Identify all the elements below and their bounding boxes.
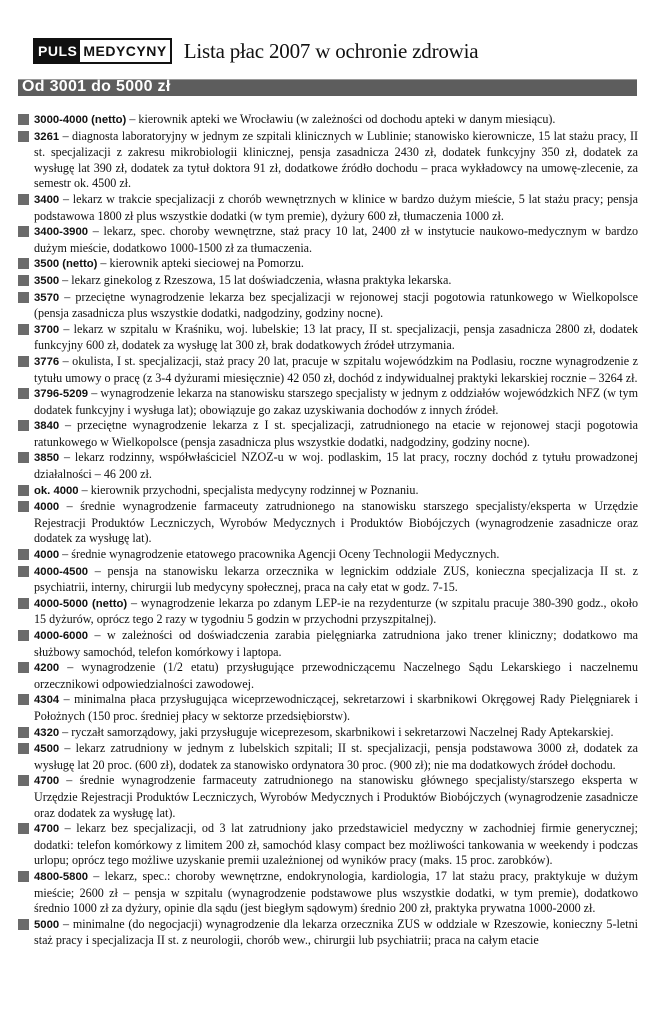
entry-description: – lekarz, spec.: choroby wewnętrzne, endokrynologia, kardiologia, 17 lat stażu pracy, praktykuje w dużym mieście; 2600 zł – pensja w szpitalu (wynagrodzenie podstawowe plus wszystkie dodatki, w tym premie), dodatkowo średnio 1000 zł za dyżury, opinie dla sądu (jest biegłym sądowym) średnio 200 zł, praktyka prywatna 1000-2000 zł. <box>34 868 638 916</box>
entry-amount: 3500 <box>34 274 60 287</box>
square-bullet-icon <box>18 919 29 930</box>
salary-entry <box>18 112 638 129</box>
square-bullet-icon <box>18 275 29 286</box>
entry-amount: 4500 <box>34 743 60 756</box>
entry-amount: ok. 4000 <box>34 484 79 497</box>
entry-amount: 4304 <box>34 694 60 707</box>
entry-description: – minimalna płaca przysługująca wiceprzewodniczącej, sekretarzowi i skarbnikowi Okręgowej Rady Pielęgniarek i Położnych (150 proc. średniej płacy w sektorze przedsiębiorstw). <box>34 692 638 723</box>
entry-description: – minimalne (do negocjacji) wynagrodzenie dla lekarza orzecznika ZUS w oddziale w Rzeszowie, konieczny 5-letni staż pracy i specjalizacja II st. z neurologii, chorób wew., chirurgii lub psychiatrii; praca na całym etacie <box>34 916 638 948</box>
section-title: Od 3001 do 5000 zł <box>22 78 171 95</box>
square-bullet-icon <box>18 871 29 882</box>
square-bullet-icon <box>18 226 29 237</box>
entry-description: – diagnosta laboratoryjny w jednym ze szpitali klinicznych w Lublinie; stanowisko kierownicze, 15 lat stażu pracy, II st. specjalizacji z zakresu mikrobiologii klinicznej, pensja zasadnicza 2430 zł, dodatek funkcyjny 350 zł, dodatek za wysługę lat 390 zł, dodatek za tytuł doktora 91 zł, dodatkowe źródło dochodu – praca wykładowcy na umowę-zlecenie, za semestr ok. 4500 zł. <box>34 128 638 191</box>
salary-entry <box>18 418 638 450</box>
entry-amount: 4000-4500 <box>34 565 89 578</box>
entry-amount: 4000 <box>34 549 60 562</box>
square-bullet-icon <box>18 452 29 463</box>
square-bullet-icon <box>18 823 29 834</box>
entry-description: – kierownik przychodni, specjalista medycyny rodzinnej w Poznaniu. <box>78 482 419 497</box>
square-bullet-icon <box>18 694 29 705</box>
entry-description: – okulista, I st. specjalizacji, staż pracy 20 lat, pracuje w szpitalu wojewódzkim na Podlasiu, roczne wynagrodzenie z tytułu umowy o pracę (z 3-4 dyżurami miesięcznie) 42 050 zł, dochód z indywidualnej praktyki lekarskiej rocznie – 3264 zł. <box>34 353 638 385</box>
salary-entry <box>18 483 638 500</box>
salary-entry <box>18 564 638 596</box>
salary-entry <box>18 450 638 482</box>
salary-entry <box>18 354 638 386</box>
square-bullet-icon <box>18 549 29 560</box>
entry-description: – przeciętne wynagrodzenie lekarza z I st. specjalizacji, zatrudnionego na etacie w rejonowej stacji pogotowia ratunkowego w Wielkopolsce (pensja zasadnicza plus wszystkie dodatki, nadgodziny, godziny nocne). <box>34 418 638 449</box>
entry-description: – lekarz rodzinny, współwłaściciel NZOZ-u w woj. podlaskim, 15 lat pracy, roczny dochód z tytułu prowadzonej działalności – 46 200 zł. <box>34 450 638 482</box>
entry-description: – kierownik apteki sieciowej na Pomorzu. <box>97 256 304 271</box>
square-bullet-icon <box>18 566 29 577</box>
logo-right-text: MEDYCYNY <box>80 40 169 62</box>
entry-description: – wynagrodzenie (1/2 etatu) przysługujące przewodniczącemu Naczelnego Sądu Lekarskiego i naczelnemu orzecznikowi odpowiedzialności zawodowej. <box>34 660 638 691</box>
salary-entry <box>18 273 638 290</box>
entry-description: – przeciętne wynagrodzenie lekarza bez specjalizacji w rejonowej stacji pogotowia ratunkowego w Wielkopolsce (pensja zasadnicza plus wszystkie dodatki, nadgodziny, godziny nocne). <box>34 289 638 321</box>
salary-entry <box>18 917 638 949</box>
square-bullet-icon <box>18 194 29 205</box>
entry-description: – średnie wynagrodzenie farmaceuty zatrudnionego na stanowisku starszego specjalisty/eksperta w Urzędzie Rejestracji Produktów Leczniczych, Wyrobów Medycznych i Produktów Biobójczych (wynagrodzenie zasadnicze oraz dodatek za wysługę lat). <box>34 499 638 546</box>
square-bullet-icon <box>18 324 29 335</box>
salary-entry <box>18 224 638 256</box>
salary-entry <box>18 692 638 724</box>
salary-entry <box>18 596 638 628</box>
entry-amount: 3500 (netto) <box>34 258 98 271</box>
square-bullet-icon <box>18 292 29 303</box>
entry-amount: 4700 <box>34 823 60 836</box>
entry-amount: 3261 <box>34 130 60 143</box>
square-bullet-icon <box>18 388 29 399</box>
entry-description: – średnie wynagrodzenie farmaceuty zatrudnionego na stanowisku głównego specjalisty/starszego eksperta w Urzędzie Rejestracji Produktów Leczniczych, Wyrobów Medycznych i Produktów Biobójczych (wynagrodzenie zasadnicze oraz dodatek za wysługę lat). <box>34 773 638 820</box>
salary-entry <box>18 628 638 660</box>
entry-amount: 3776 <box>34 355 60 368</box>
entry-amount: 4000 <box>34 501 60 514</box>
square-bullet-icon <box>18 598 29 609</box>
salary-entry <box>18 192 638 224</box>
salary-entry <box>18 256 638 273</box>
square-bullet-icon <box>18 775 29 786</box>
salary-entry <box>18 741 638 773</box>
square-bullet-icon <box>18 743 29 754</box>
entry-amount: 5000 <box>34 918 60 931</box>
entry-description: – wynagrodzenie lekarza po zdanym LEP-ie na rezydenturze (w szpitalu pracuje 380-390 godz., około 15 dyżurów, oprócz tego 2 razy w tygodniu 5 godzin w przychodni przyszpitalnej). <box>34 595 638 627</box>
square-bullet-icon <box>18 727 29 738</box>
salary-entry <box>18 290 638 322</box>
square-bullet-icon <box>18 258 29 269</box>
entry-amount: 4800-5800 <box>34 870 89 883</box>
salary-entry <box>18 773 638 821</box>
page-title: Lista płac 2007 w ochronie zdrowia <box>183 38 479 63</box>
entry-description: – lekarz w trakcie specjalizacji z chorób wewnętrznych w klinice w bardzo dużym mieście, 5 lat stażu pracy; pensja podstawowa 1800 zł plus wszystkie dodatki (w tym premie), dyżury 600 zł, tłumaczenia 1000 zł. <box>34 191 638 223</box>
entry-description: – lekarz ginekolog z Rzeszowa, 15 lat doświadczenia, własna praktyka lekarska. <box>59 272 452 287</box>
entry-description: – ryczałt samorządowy, jaki przysługuje wiceprezesom, skarbnikowi i sekretarzowi Naczelnej Rady Aptekarskiej. <box>59 724 614 739</box>
entry-amount: 4000-5000 (netto) <box>34 597 128 610</box>
square-bullet-icon <box>18 485 29 496</box>
square-bullet-icon <box>18 630 29 641</box>
salary-entry <box>18 499 638 547</box>
section-header-bar <box>18 79 637 96</box>
entry-amount: 3840 <box>34 420 60 433</box>
salary-entry <box>18 660 638 692</box>
entry-amount: 3400 <box>34 193 60 206</box>
entry-amount: 3796-5209 <box>34 388 89 401</box>
salary-entry <box>18 725 638 742</box>
header <box>33 36 478 66</box>
puls-medycyny-logo <box>33 38 172 64</box>
entry-amount: 3000-4000 (netto) <box>34 114 127 126</box>
square-bullet-icon <box>18 420 29 431</box>
entry-description: – w zależności od doświadczenia zarabia pielęgniarka zatrudniona jako trener kliniczny; dodatkowo ma służbowy samochód, telefon komórkowy i laptopa. <box>34 628 638 659</box>
salary-entry <box>18 821 638 869</box>
entry-description: – kierownik apteki we Wrocławiu (w zależności od dochodu apteki w danym miesiącu). <box>126 112 556 126</box>
entry-description: – lekarz zatrudniony w jednym z lubelskich szpitali; II st. specjalizacji, pensja podstawowa 3000 zł, dodatek za wysługę lat 20 proc. (600 zł), dodatek za stanowisko ordynatora 30 proc. (900 zł); nie ma dodatkowych źródeł dochodu. <box>34 741 638 772</box>
square-bullet-icon <box>18 662 29 673</box>
logo-left-text: PULS <box>35 40 80 62</box>
square-bullet-icon <box>18 114 29 125</box>
square-bullet-icon <box>18 356 29 367</box>
entry-description: – wynagrodzenie lekarza na stanowisku starszego specjalisty w jednym z oddziałów wojewódzkich NFZ (w tym dodatek funkcyjny i wysługa lat); obowiązuje go zakaz uzyskiwania dochodów z innych źródeł. <box>34 386 638 417</box>
entry-description: – lekarz bez specjalizacji, od 3 lat zatrudniony jako przedstawiciel medyczny w zachodniej firmie generycznej; dodatki: telefon komórkowy z limitem 200 zł, samochód klasy compact bez możliwości tankowania w weekendy i podczas urlopu; oprócz tego możliwe uzyskanie premii uzależnionej od wyników pracy (maks. 15 proc. zarobków). <box>34 821 638 868</box>
entry-amount: 4000-6000 <box>34 630 89 642</box>
salary-entry <box>18 322 638 354</box>
entry-description: – średnie wynagrodzenie etatowego pracownika Agencji Oceny Technologii Medycznych. <box>59 547 500 562</box>
entry-description: – lekarz w szpitalu w Kraśniku, woj. lubelskie; 13 lat pracy, II st. specjalizacji, pensja zasadnicza 2800 zł, dodatek funkcyjny 600 zł, dodatek za wysługę lat 300 zł, brak dodatkowych źródeł utrzymania. <box>34 321 638 353</box>
entry-amount: 3850 <box>34 452 60 465</box>
entry-description: – pensja na stanowisku lekarza orzecznika w legnickim oddziale ZUS, konieczna specjalizacja II st. z psychiatrii, interny, chirurgii lub medycyny społecznej, praca na cały etat w godz. 7-15. <box>34 563 638 595</box>
salary-entry <box>18 129 638 192</box>
salary-list <box>18 112 638 949</box>
entry-amount: 3570 <box>34 291 60 304</box>
salary-entry <box>18 869 638 917</box>
salary-entry <box>18 386 638 418</box>
salary-entry <box>18 547 638 564</box>
entry-amount: 3400-3900 <box>34 226 89 239</box>
entry-amount: 3700 <box>34 323 60 336</box>
square-bullet-icon <box>18 501 29 512</box>
entry-amount: 4320 <box>34 726 60 739</box>
entry-description: – lekarz, spec. choroby wewnętrzne, staż pracy 10 lat, 2400 zł w instytucie naukowo-medycznym w bardzo dużym mieście, dodatkowo 1000-1500 zł za tłumaczenia. <box>34 224 638 255</box>
entry-amount: 4200 <box>34 662 60 675</box>
entry-amount: 4700 <box>34 775 60 788</box>
square-bullet-icon <box>18 131 29 142</box>
